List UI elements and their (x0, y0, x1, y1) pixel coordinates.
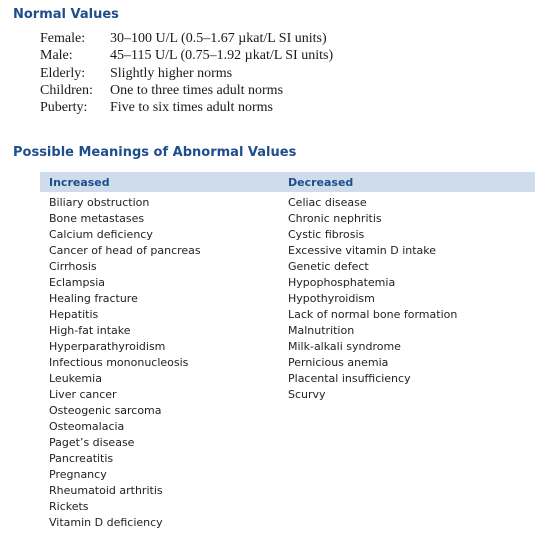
decreased-item: Cystic fibrosis (288, 228, 365, 241)
decreased-list (288, 195, 457, 403)
row-label: Puberty: (40, 100, 88, 116)
normal-values-heading: Normal Values (13, 7, 119, 22)
row-value: 45–115 U/L (0.75–1.92 µkat/L SI units) (110, 48, 334, 64)
decreased-item: Milk-alkali syndrome (288, 340, 401, 353)
abnormal-values-table (40, 172, 535, 544)
row-label: Children: (40, 82, 93, 98)
decreased-column-header: Decreased (288, 176, 354, 189)
increased-item: Pancreatitis (49, 452, 114, 465)
normal-values-row (40, 82, 333, 99)
decreased-item: Placental insufficiency (288, 372, 411, 385)
increased-item: Rickets (49, 500, 89, 513)
decreased-item: Malnutrition (288, 324, 355, 337)
decreased-item: Hypophosphatemia (288, 276, 396, 289)
decreased-item: Pernicious anemia (288, 356, 389, 369)
decreased-item: Hypothyroidism (288, 292, 375, 305)
increased-item: Pregnancy (49, 468, 107, 481)
decreased-item: Chronic nephritis (288, 212, 382, 225)
increased-item: Hyperparathyroidism (49, 340, 166, 353)
decreased-item: Excessive vitamin D intake (288, 244, 437, 257)
row-value: One to three times adult norms (110, 82, 284, 98)
increased-item: High-fat intake (49, 324, 131, 337)
column-header-band (40, 172, 535, 192)
row-label: Elderly: (40, 65, 86, 81)
increased-list (49, 195, 201, 531)
increased-item: Paget’s disease (49, 436, 135, 449)
increased-item: Biliary obstruction (49, 196, 150, 209)
increased-item: Bone metastases (49, 212, 145, 225)
increased-item: Osteogenic sarcoma (49, 404, 162, 417)
decreased-item: Lack of normal bone formation (288, 308, 458, 321)
decreased-item: Genetic defect (288, 260, 369, 273)
increased-item: Vitamin D deficiency (49, 516, 163, 529)
increased-item: Calcium deficiency (49, 228, 153, 241)
increased-item: Cirrhosis (49, 260, 97, 273)
increased-item: Hepatitis (49, 308, 99, 321)
increased-item: Leukemia (49, 372, 102, 385)
decreased-item: Scurvy (288, 388, 326, 401)
decreased-item: Celiac disease (288, 196, 367, 209)
normal-values-row (40, 65, 333, 82)
increased-item: Liver cancer (49, 388, 117, 401)
row-value: Slightly higher norms (110, 65, 233, 81)
row-label: Male: (40, 48, 73, 64)
abnormal-values-heading: Possible Meanings of Abnormal Values (13, 145, 297, 160)
increased-item: Eclampsia (49, 276, 106, 289)
increased-column-header: Increased (49, 176, 110, 189)
row-label: Female: (40, 31, 86, 46)
increased-item: Rheumatoid arthritis (49, 484, 163, 497)
normal-values-row (40, 47, 333, 64)
increased-item: Cancer of head of pancreas (49, 244, 201, 257)
increased-item: Infectious mononucleosis (49, 356, 189, 369)
increased-item: Osteomalacia (49, 420, 125, 433)
increased-item: Healing fracture (49, 292, 138, 305)
normal-values-row (40, 30, 333, 47)
row-value: 30–100 U/L (0.5–1.67 µkat/L SI units) (110, 31, 327, 46)
row-value: Five to six times adult norms (110, 100, 273, 116)
normal-values-table (40, 30, 333, 116)
normal-values-row (40, 99, 333, 116)
